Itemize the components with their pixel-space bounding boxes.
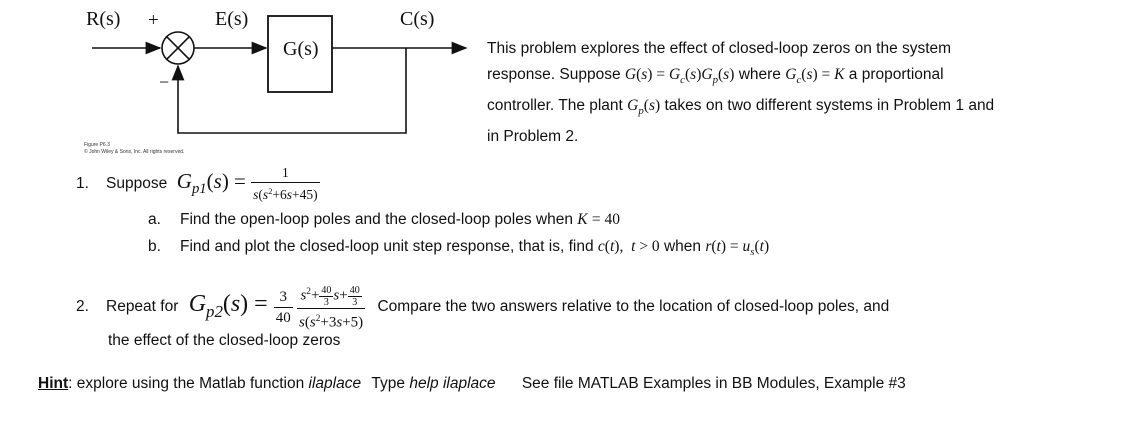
intro-line-4: in Problem 2. — [487, 128, 579, 146]
intro-line-1: This problem explores the effect of closed-loop zeros on the system — [487, 40, 952, 57]
problem-2-coef-denominator: 40 — [275, 309, 291, 326]
intro-paragraph — [487, 36, 994, 150]
intro-line-3: controller. The plant $G_p(s)$ takes on two different systems in Problem 1 and — [487, 96, 995, 117]
label-g: G(s) — [283, 38, 319, 60]
problem-1b — [148, 234, 769, 265]
problem-2-prefix: Repeat for — [106, 298, 179, 316]
problem-1a-label: a. — [148, 211, 161, 228]
problem-2-number: 2. — [76, 298, 89, 316]
problem-2-fraction — [297, 282, 365, 332]
label-c: C(s) — [400, 8, 435, 30]
problem-1a — [148, 207, 620, 233]
figure-caption-copyright: © John Wiley & Sons, Inc. All rights reserved. — [84, 149, 185, 155]
hint-text: : explore using the Matlab function — [68, 375, 305, 392]
problem-2-line-2: the effect of the closed-loop zeros — [108, 332, 341, 349]
problem-1-statement: 1. Suppose $G_{p1}(s)$ = $\frac{1}{s(s^2+6s+45)}$ — [76, 165, 318, 203]
problem-1-fraction — [251, 164, 319, 204]
label-plus: + — [148, 10, 159, 31]
problem-1-numerator: 1 — [251, 164, 319, 183]
intro-line-2: response. Suppose $G(s) = G_c(s)G_p(s)$ where $G_c(s) = K$ a proportional — [487, 65, 944, 86]
problem-1b-text: Find and plot the closed-loop unit step response, that is, find c(t), t > 0 when $r(t) = u_s(t)$ — [180, 238, 770, 258]
hint-label: Hint — [38, 375, 69, 392]
problem-2-tail: Compare the two answers relative to the location of closed-loop poles, and — [377, 298, 890, 316]
hint-type: Type — [371, 375, 406, 392]
figure-caption-title: Figure P6.3 — [84, 142, 110, 148]
label-r: R(s) — [86, 8, 121, 30]
problem-2-numerator: $s^2+$ $\frac{40}{3}$ s+ $\frac{40}{3}$ — [297, 282, 365, 309]
figure-caption — [84, 142, 184, 156]
problem-2-coefficient — [274, 287, 293, 328]
label-e: E(s) — [215, 8, 249, 30]
problem-1-denominator: $s(s^2+6s+45)$ — [253, 187, 318, 203]
problem-1a-text: Find the open-loop poles and the closed-loop poles when K = 40 — [180, 211, 621, 228]
problem-1b-label: b. — [148, 238, 161, 255]
hint-line — [38, 371, 906, 397]
problem-2-denominator: $s(s^2+3s+5)$ — [299, 313, 364, 331]
hint-help: help ilaplace — [409, 375, 496, 392]
problem-2-statement: 2. Repeat for $G_{p2}(s)$ = $\frac{3}{40}$ $s^2+$ $\frac{40}{3}$ s+ $\frac{40}{3}$ $s(s^2+3s+5)$ Compare the two answers relative to the location of closed-loop poles, and — [76, 282, 889, 332]
problem-1-number: 1. — [76, 175, 89, 193]
hint-see: See file MATLAB Examples in BB Modules, Example #3 — [521, 375, 906, 392]
label-minus: − — [159, 72, 170, 92]
problem-2-coef-numerator: 3 — [274, 287, 293, 308]
hint-function: ilaplace — [308, 375, 362, 392]
problem-1-prefix: Suppose — [106, 175, 168, 193]
